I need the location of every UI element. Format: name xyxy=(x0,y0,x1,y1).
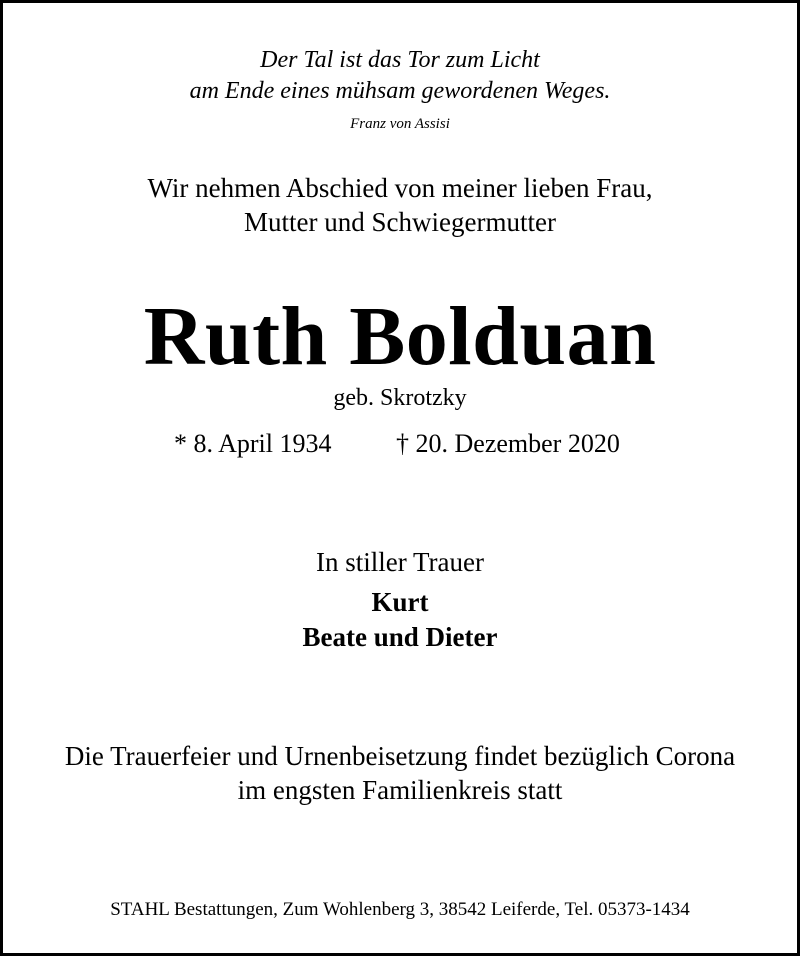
maiden-name: geb. Skrotzky xyxy=(333,385,467,411)
life-dates xyxy=(3,429,797,463)
death-date: † 20. Dezember 2020 xyxy=(396,429,620,458)
quote-author: Franz von Assisi xyxy=(350,116,450,132)
funeral-home-footer: STAHL Bestattungen, Zum Wohlenberg 3, 38542 Leiferde, Tel. 05373-1434 xyxy=(110,899,690,920)
quote-line-2: am Ende eines mühsam gewordenen Weges. xyxy=(189,78,611,104)
mourning-heading: In stiller Trauer xyxy=(316,547,484,577)
funeral-info-line-2: im engsten Familienkreis statt xyxy=(237,775,563,805)
mourner-name: Kurt xyxy=(371,587,429,617)
deceased-name: Ruth Bolduan xyxy=(143,290,657,383)
intro-line-1: Wir nehmen Abschied von meiner lieben Frau, xyxy=(147,173,653,203)
quote-line-1: Der Tal ist das Tor zum Licht xyxy=(260,47,540,73)
birth-date: * 8. April 1934 xyxy=(174,429,332,458)
mourner-name: Beate und Dieter xyxy=(302,622,498,652)
funeral-info-line-1: Die Trauerfeier und Urnenbeisetzung findet bezüglich Corona xyxy=(64,741,736,771)
intro-line-2: Mutter und Schwiegermutter xyxy=(244,207,556,237)
